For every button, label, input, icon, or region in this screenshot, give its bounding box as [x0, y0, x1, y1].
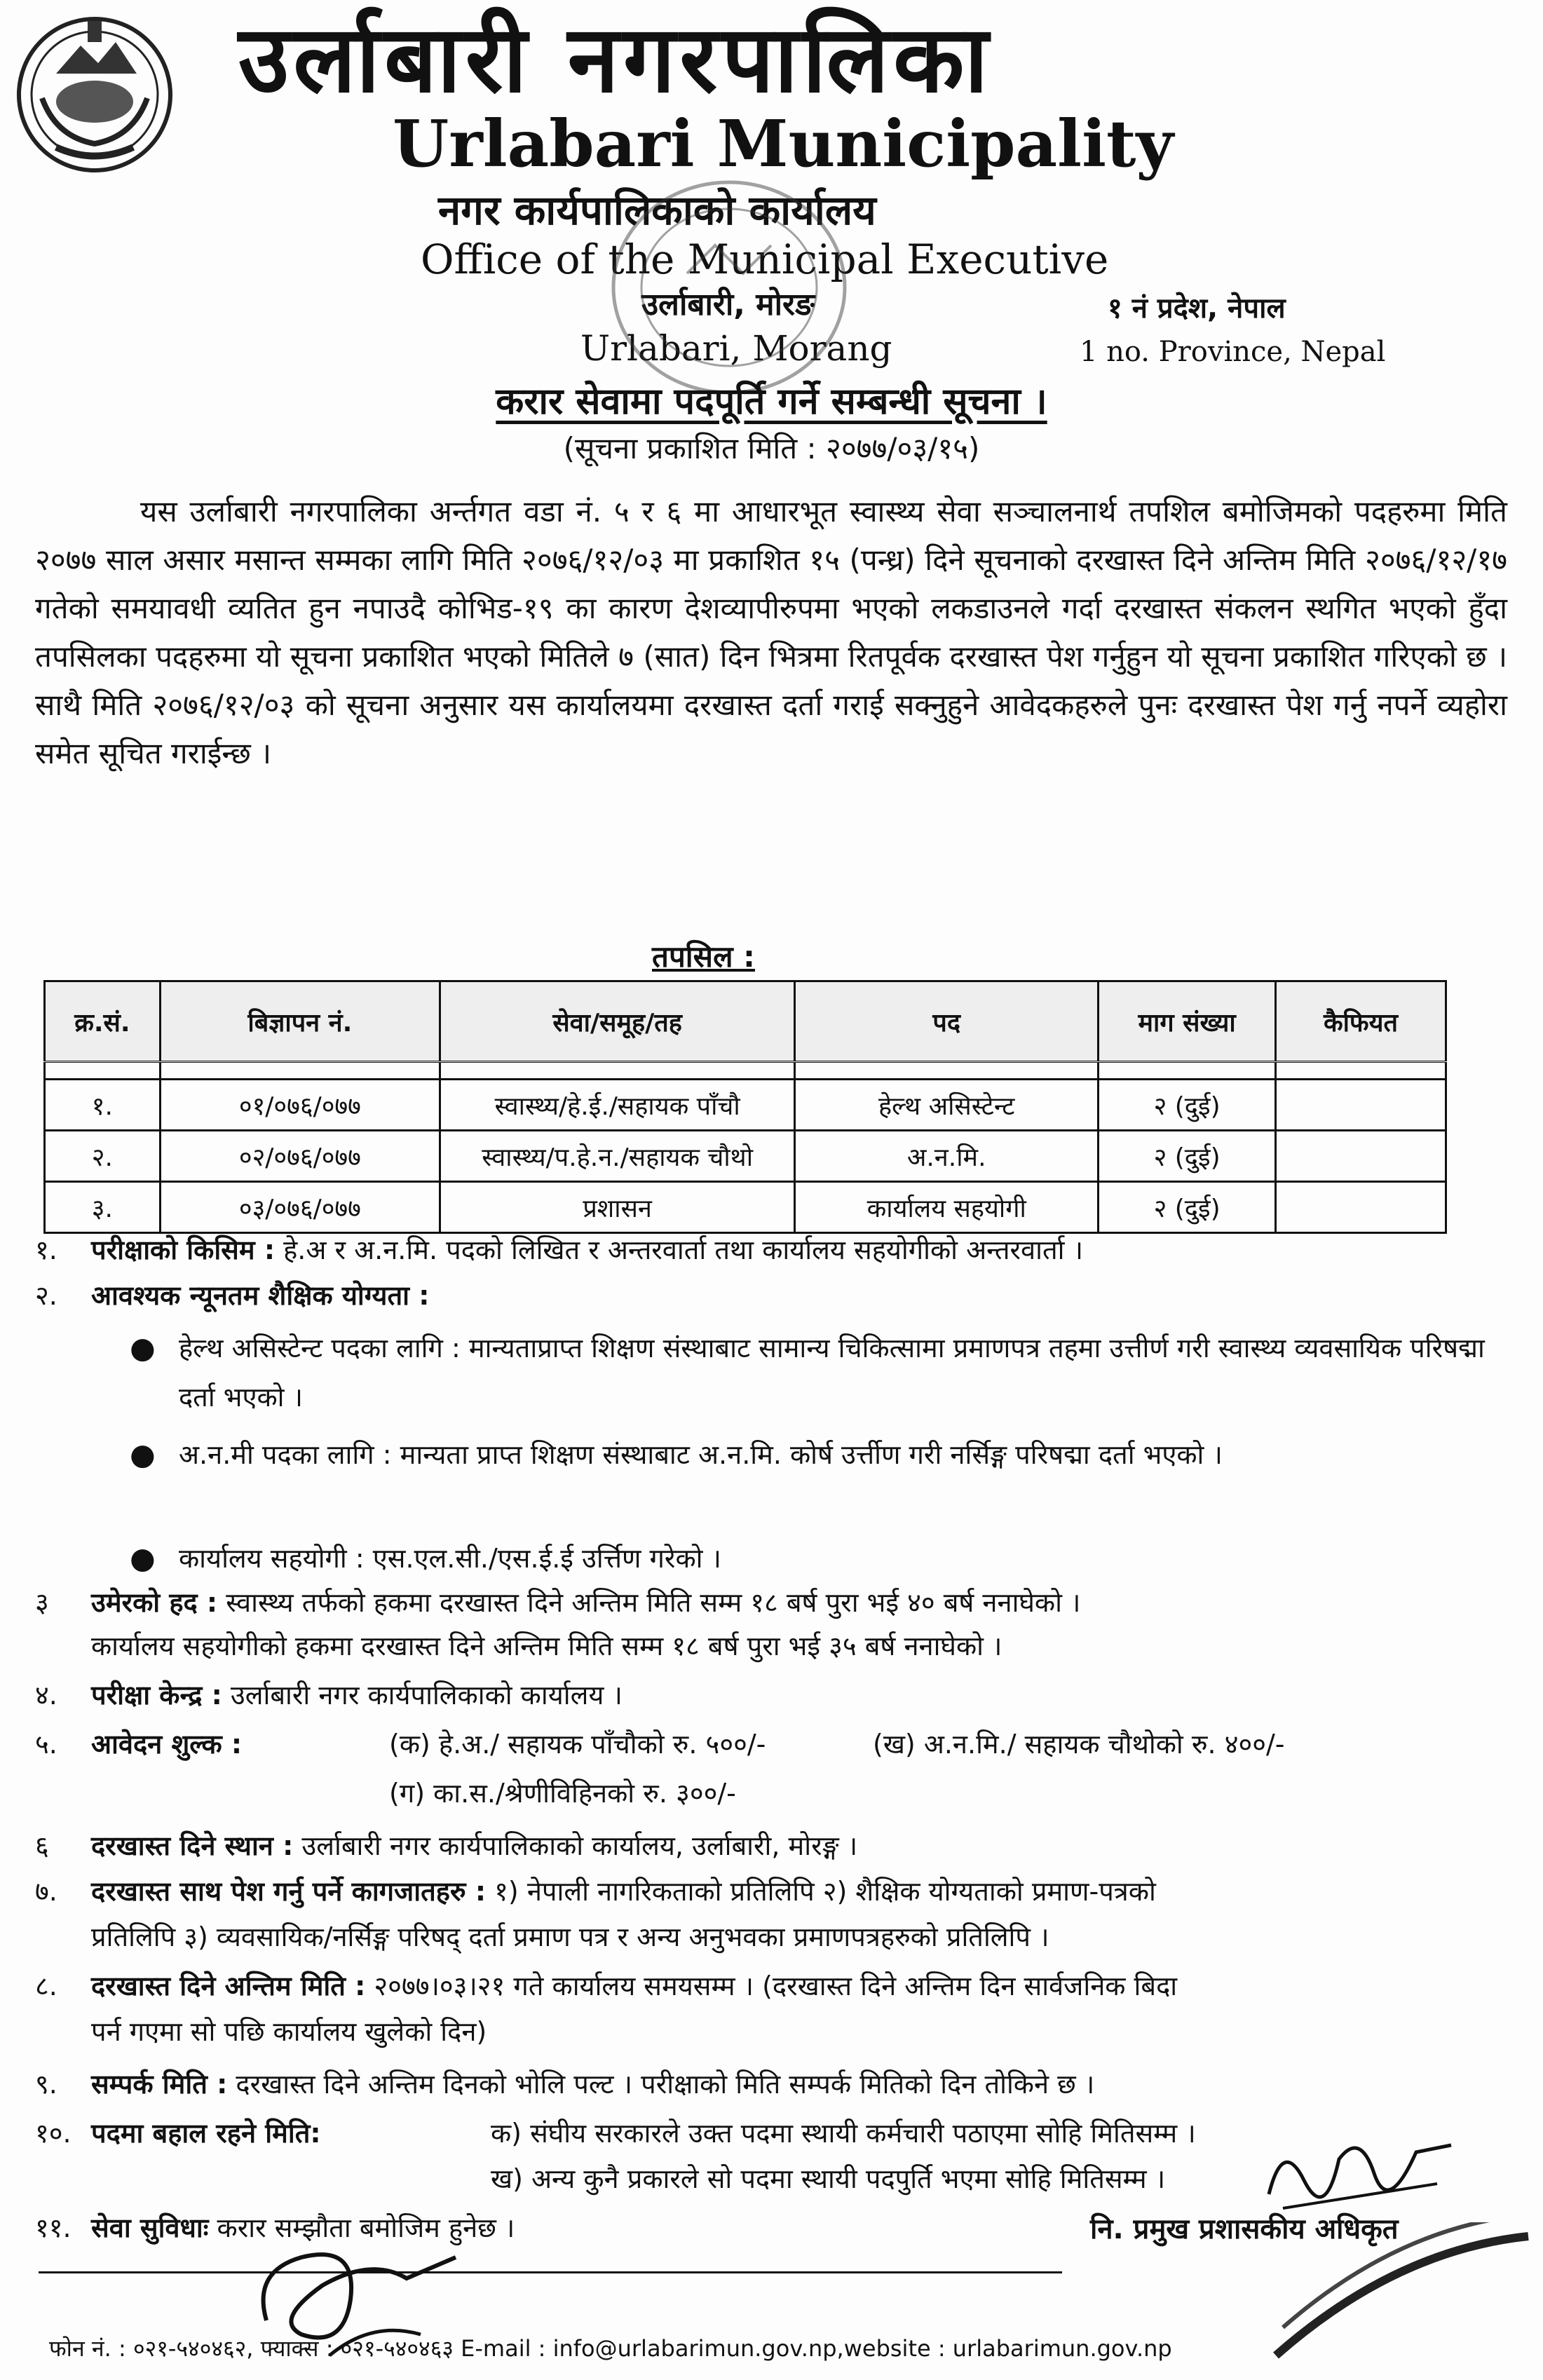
col-header-ad-no: बिज्ञापन नं. — [160, 981, 440, 1062]
col-header-service: सेवा/समूह/तह — [440, 981, 795, 1062]
cell-service: प्रशासन — [440, 1182, 795, 1233]
office-name-nepali: नगर कार्यपालिकाको कार्यालय — [438, 186, 876, 234]
cell-ad-no: ०२/०७६/०७७ — [160, 1131, 440, 1182]
publication-date: (सूचना प्रकाशित मिति : २०७७/०३/१५) — [563, 431, 980, 465]
table-row — [45, 1182, 1446, 1233]
tenure-a: क) संघीय सरकारले उक्त पदमा स्थायी कर्मचारी पठाएमा सोहि मितिसम्म । — [491, 2118, 1196, 2149]
cell-remarks — [1276, 1080, 1446, 1131]
vacancy-table — [43, 980, 1447, 1234]
office-stamp — [603, 168, 855, 407]
item-documents-cont: प्रतिलिपि ३) व्यवसायिक/नर्सिङ्ग परिषद् दर्ता प्रमाण पत्र र अन्य अनुभवका प्रमाणपत्रहरुको प्रतिलिपि । — [91, 1922, 1049, 1952]
municipality-name-nepali: उर्लाबारी नगरपालिका — [238, 6, 993, 114]
item-application-place: ६ दरखास्त दिने स्थान : उर्लाबारी नगर कार्यपालिकाको कार्यालय, उर्लाबारी, मोरङ्ग । — [35, 1830, 858, 1861]
col-header-remarks: कैफियत — [1276, 981, 1446, 1062]
item-qualification: २. आवश्यक न्यूनतम शैक्षिक योग्यता : — [35, 1280, 430, 1311]
item-tenure: १०. पदमा बहाल रहने मिति: — [35, 2118, 321, 2149]
nepal-emblem-logo — [14, 14, 175, 175]
cell-demand: २ (दुई) — [1099, 1182, 1276, 1233]
col-header-post: पद — [795, 981, 1099, 1062]
footer-contact: फोन नं. : ०२१-५४०४६२, फ्याक्स : ०२१-५४०४६३ E-mail : info@urlabarimun.gov.np,website : urlabarimun.gov.np — [49, 2335, 1172, 2362]
cell-remarks — [1276, 1182, 1446, 1233]
bullet-anm: ● अ.न.मी पदका लागि : मान्यता प्राप्त शिक्षण संस्थाबाट अ.न.मि. कोर्ष उर्त्तीण गरी नर्सिङ्ग परिषद्मा दर्ता भएको । — [130, 1437, 1223, 1471]
location-english: Urlabari, Morang — [580, 328, 892, 369]
cell-ad-no: ०१/०७६/०७७ — [160, 1080, 440, 1131]
cell-remarks — [1276, 1131, 1446, 1182]
item-deadline-cont: पर्न गएमा सो पछि कार्यालय खुलेको दिन) — [91, 2016, 487, 2047]
cell-demand: २ (दुई) — [1099, 1131, 1276, 1182]
item-fee: ५. आवेदन शुल्क : — [35, 1729, 243, 1760]
fee-office-assistant: (ग) का.स./श्रेणीविहिनको रु. ३००/- — [389, 1778, 736, 1809]
table-spacer-row — [45, 1062, 1446, 1080]
bullet-office-assistant: ● कार्यालय सहयोगी : एस.एल.सी./एस.ई.ई उर्त्तिण गरेको । — [130, 1541, 721, 1575]
item-deadline: ८. दरखास्त दिने अन्तिम मिति : २०७७।०३।२१ गते कार्यालय समयसम्म । (दरखास्त दिने अन्तिम दिन सार्वजनिक बिदा — [35, 1971, 1178, 2001]
cell-post: कार्यालय सहयोगी — [795, 1182, 1099, 1233]
footer-divider — [39, 2271, 1062, 2273]
tenure-b: ख) अन्य कुनै प्रकारले सो पदमा स्थायी पदपुर्ति भएमा सोहि मितिसम्म । — [491, 2163, 1166, 2194]
fee-anm: (ख) अ.न.मि./ सहायक चौथोको रु. ४००/- — [873, 1729, 1285, 1760]
table-label: तपसिल : — [652, 939, 755, 974]
item-documents: ७. दरखास्त साथ पेश गर्नु पर्ने कागजातहरु : १) नेपाली नागरिकताको प्रतिलिपि २) शैक्षिक योग्यताको प्रमाण-पत्रको — [35, 1876, 1156, 1907]
notice-body: यस उर्लाबारी नगरपालिका अर्न्तगत वडा नं. ५ र ६ मा आधारभूत स्वास्थ्य सेवा सञ्चालनार्थ तपशिल बमोजिमको पदहरुमा मिति २०७७ साल असार मसान्त सम्मका लागि मिति २०७६/१२/०३ मा प्रकाशित १५ (पन्ध्र) दिने सूचनाको दरखास्त दिने अन्तिम मिति २०७६/१२/१७ गतेको समयावधी व्यतित हुन नपाउदै कोभिड-१९ का कारण देशव्यापीरुपमा भएको लकडाउनले गर्दा दरखास्त संकलन स्थगित भएको हुँदा तपसिलका पदहरुमा यो सूचना प्रकाशित भएको मितिले ७ (सात) दिन भित्रमा रितपूर्वक दरखास्त पेश गर्नुहुन यो सूचना प्रकाशित गरिएको छ । साथै मिति २०७६/१२/०३ को सूचना अनुसार यस कार्यालयमा दरखास्त दर्ता गराई सक्नुहुने आवेदकहरुले पुनः दरखास्त पेश गर्नु नपर्ने व्यहोरा समेत सूचित गराईन्छ । — [35, 494, 1507, 770]
signatory-title: नि. प्रमुख प्रशासकीय अधिकृत — [1090, 2213, 1399, 2245]
item-exam-center: ४. परीक्षा केन्द्र : उर्लाबारी नगर कार्यपालिकाको कार्यालय । — [35, 1680, 623, 1711]
location-nepali: उर्लाबारी, मोरङ — [641, 287, 815, 322]
province-nepali: १ नं प्रदेश, नेपाल — [1108, 292, 1286, 325]
municipality-name-english: Urlabari Municipality — [393, 106, 1174, 182]
officer-seal-stamp — [1269, 2222, 1535, 2362]
cell-demand: २ (दुई) — [1099, 1080, 1276, 1131]
province-english: 1 no. Province, Nepal — [1080, 336, 1386, 368]
notice-title: करार सेवामा पदपूर्ति गर्ने सम्बन्धी सूचना । — [496, 381, 1047, 423]
bullet-health-assistant: ● हेल्थ असिस्टेन्ट पदका लागि : मान्यताप्राप्त शिक्षण संस्थाबाट सामान्य चिकित्सामा प्रमाणपत्र तहमा उत्तीर्ण गरी स्वास्थ्य व्यवसायिक परिषद्मा दर्ता भएको । — [130, 1331, 1485, 1413]
item-contact-date: ९. सम्पर्क मिति : दरखास्त दिने अन्तिम दिनको भोलि पल्ट । परीक्षाको मिति सम्पर्क मितिको दिन तोकिने छ । — [35, 2069, 1095, 2100]
item-benefits: ११. सेवा सुविधाः करार सम्झौता बमोजिम हुनेछ । — [35, 2212, 515, 2243]
col-header-sn: क्र.सं. — [45, 981, 161, 1062]
cell-post: हेल्थ असिस्टेन्ट — [795, 1080, 1099, 1131]
officer-signature — [1255, 2117, 1465, 2222]
cell-sn: २. — [45, 1131, 161, 1182]
cell-sn: १. — [45, 1080, 161, 1131]
item-age-limit: ३ उमेरको हद : स्वास्थ्य तर्फको हकमा दरखास्त दिने अन्तिम मिति सम्म १८ बर्ष पुरा भई ४० बर्ष ननाघेको । — [35, 1587, 1081, 1618]
item-exam-type: १. परीक्षाको किसिम : हे.अ र अ.न.मि. पदको लिखित र अन्तरवार्ता तथा कार्यालय सहयोगीको अन्तरवार्ता । — [35, 1235, 1083, 1265]
fee-ha: (क) हे.अ./ सहायक पाँचौको रु. ५००/- — [389, 1729, 766, 1760]
table-header-row — [45, 981, 1446, 1062]
cell-sn: ३. — [45, 1182, 161, 1233]
item-age-limit-cont: कार्यालय सहयोगीको हकमा दरखास्त दिने अन्तिम मिति सम्म १८ बर्ष पुरा भई ३५ बर्ष ननाघेको । — [91, 1631, 1002, 1661]
col-header-demand: माग संख्या — [1099, 981, 1276, 1062]
cell-service: स्वास्थ्य/हे.ई./सहायक पाँचौ — [440, 1080, 795, 1131]
office-name-english: Office of the Municipal Executive — [421, 236, 1109, 283]
table-row — [45, 1080, 1446, 1131]
cell-ad-no: ०३/०७६/०७७ — [160, 1182, 440, 1233]
cell-post: अ.न.मि. — [795, 1131, 1099, 1182]
cell-service: स्वास्थ्य/प.हे.न./सहायक चौथो — [440, 1131, 795, 1182]
table-row — [45, 1131, 1446, 1182]
